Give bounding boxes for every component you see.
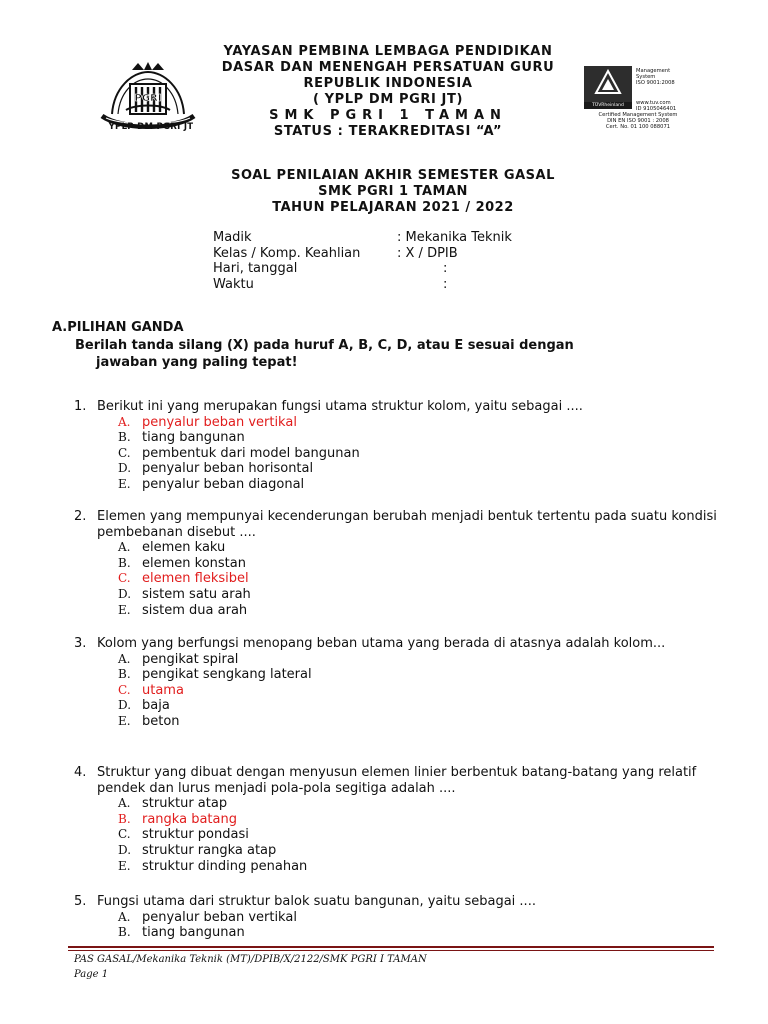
option-letter: D.: [118, 698, 132, 713]
question-number: 1.: [74, 399, 87, 414]
footer-rule: [68, 946, 714, 948]
option-letter: D.: [118, 842, 132, 857]
instruction-line: jawaban yang paling tepat!: [96, 355, 298, 370]
option-a: [118, 910, 724, 926]
footer-doc-code: PAS GASAL/Mekanika Teknik (MT)/DPIB/X/2122/SMK PGRI I TAMAN: [74, 954, 427, 965]
question-5: [74, 894, 724, 941]
option-text: penyalur beban vertikal: [142, 414, 297, 430]
page-number: Page 1: [74, 969, 109, 980]
option-b: [118, 430, 724, 446]
option-text: struktur rangka atap: [142, 842, 277, 858]
option-letter: A.: [118, 909, 131, 924]
exam-title: [150, 168, 636, 216]
meta-value: :: [443, 261, 448, 276]
option-text: elemen konstan: [142, 555, 246, 571]
option-b: [118, 925, 724, 941]
question-number: 2.: [74, 509, 87, 524]
option-letter: B.: [118, 925, 131, 940]
question-2: [74, 509, 724, 618]
cert-info-line: DIN EN ISO 9001 : 2008: [607, 118, 669, 124]
tuv-triangle-icon: [584, 66, 632, 102]
option-text: penyalur beban diagonal: [142, 476, 305, 492]
question-number: 3.: [74, 636, 87, 651]
exam-title-line: SOAL PENILAIAN AKHIR SEMESTER GASAL: [231, 168, 555, 183]
option-letter: E.: [118, 858, 131, 873]
meta-row-waktu: [213, 277, 573, 293]
web-line: ID 9105046401: [636, 106, 677, 112]
option-c: [118, 827, 724, 843]
option-text: struktur dinding penahan: [142, 858, 308, 874]
option-a: [118, 652, 724, 668]
exam-meta: [213, 230, 573, 292]
option-text: tiang bangunan: [142, 430, 245, 446]
option-text: elemen kaku: [142, 540, 226, 556]
meta-key: Waktu: [213, 276, 254, 292]
option-letter: B.: [118, 430, 131, 445]
option-letter: D.: [118, 461, 132, 476]
logo-text: PGRI: [134, 93, 162, 104]
option-text: pembentuk dari model bangunan: [142, 445, 360, 461]
page-footer: [74, 952, 427, 982]
option-a: [118, 540, 724, 556]
letterhead-line: YAYASAN PEMBINA LEMBAGA PENDIDIKAN: [223, 44, 553, 59]
instruction: [75, 337, 695, 371]
option-b: [118, 556, 724, 572]
exam-title-line: SMK PGRI 1 TAMAN: [318, 184, 468, 199]
option-a: [118, 415, 724, 431]
meta-row-hari: [213, 261, 573, 277]
option-text: sistem satu arah: [142, 586, 251, 602]
option-letter: A.: [118, 540, 131, 555]
question-stem: Kolom yang berfungsi menopang beban utama yang berada di atasnya adalah kolom...: [97, 636, 666, 651]
option-c: [118, 683, 724, 699]
option-letter: E.: [118, 476, 131, 491]
cert-info-line: Cert. No. 01 100 088071: [605, 124, 671, 130]
letterhead-text: [170, 44, 606, 140]
option-d: [118, 698, 724, 714]
option-text: elemen fleksibel: [142, 571, 249, 587]
question-stem: Berikut ini yang merupakan fungsi utama struktur kolom, yaitu sebagai ....: [97, 399, 583, 414]
school-name: SMK PGRI 1 TAMAN: [269, 108, 507, 123]
question-stem: Fungsi utama dari struktur balok suatu bangunan, yaitu sebagai ....: [97, 894, 536, 909]
option-text: struktur pondasi: [142, 827, 249, 843]
option-text: utama: [142, 682, 184, 698]
option-e: [118, 603, 724, 619]
ms-line: ISO 9001:2008: [636, 80, 675, 86]
option-letter: B.: [118, 667, 131, 682]
option-b: [118, 667, 724, 683]
exam-title-line: TAHUN PELAJARAN 2021 / 2022: [272, 200, 514, 215]
option-letter: E.: [118, 713, 131, 728]
meta-key: Kelas / Komp. Keahlian: [213, 245, 361, 261]
option-letter: D.: [118, 586, 132, 601]
accreditation-status: STATUS : TERAKREDITASI “A”: [273, 124, 503, 139]
meta-value: :: [443, 276, 448, 292]
section-heading: A.PILIHAN GANDA: [52, 320, 184, 335]
web-line: www.tuv.com: [636, 100, 671, 106]
ms-line: System: [636, 74, 656, 80]
meta-key: Madik: [213, 230, 252, 245]
option-text: pengikat sengkang lateral: [142, 667, 312, 683]
option-text: sistem dua arah: [142, 602, 248, 618]
option-d: [118, 587, 724, 603]
meta-key: Hari, tanggal: [213, 261, 298, 276]
letterhead-line: ( YPLP DM PGRI JT): [312, 92, 464, 107]
option-letter: E.: [118, 602, 131, 617]
option-text: struktur atap: [142, 796, 228, 812]
option-letter: B.: [118, 811, 131, 826]
question-number: 5.: [74, 894, 87, 909]
option-letter: C.: [118, 827, 131, 842]
option-letter: A.: [118, 651, 131, 666]
option-letter: A.: [118, 796, 131, 811]
option-d: [118, 461, 724, 477]
question-number: 4.: [74, 765, 87, 780]
option-letter: A.: [118, 414, 131, 429]
footer-rule: [68, 950, 714, 951]
question-3: [74, 636, 724, 730]
ms-line: Management: [636, 68, 671, 74]
option-letter: C.: [118, 682, 131, 697]
meta-row-madik: [213, 230, 573, 246]
option-text: beton: [142, 713, 180, 729]
option-letter: C.: [118, 571, 131, 586]
option-text: baja: [142, 698, 170, 714]
option-text: penyalur beban vertikal: [142, 909, 297, 925]
option-text: tiang bangunan: [142, 925, 245, 941]
cert-info-line: Certified Management System: [598, 112, 678, 118]
option-d: [118, 843, 724, 859]
management-system-label: [636, 68, 682, 98]
instruction-line: Berilah tanda silang (X) pada huruf A, B, C, D, atau E sesuai dengan: [75, 338, 574, 353]
meta-row-kelas: [213, 246, 573, 262]
option-e: [118, 477, 724, 493]
logo-caption: YPLP DM PGRI JT: [108, 122, 194, 132]
tuv-brand: TÜVRheinland: [584, 102, 632, 109]
letterhead-line: DASAR DAN MENENGAH PERSATUAN GURU: [221, 60, 555, 75]
meta-value: : X / DPIB: [397, 245, 458, 261]
option-text: rangka batang: [142, 811, 237, 827]
option-text: penyalur beban horisontal: [142, 461, 314, 477]
question-stem: Elemen yang mempunyai kecenderungan berubah menjadi bentuk tertentu pada suatu kondisi pembebanan disebut ....: [97, 509, 717, 540]
question-stem: Struktur yang dibuat dengan menyusun elemen linier berbentuk batang-batang yang relatif pendek dan lurus menjadi pola-pola segitiga adalah ....: [97, 765, 697, 796]
option-letter: C.: [118, 445, 131, 460]
tuv-logo: [584, 66, 632, 102]
option-c: [118, 571, 724, 587]
question-1: [74, 399, 724, 493]
meta-value: : Mekanika Teknik: [397, 230, 512, 245]
option-letter: B.: [118, 555, 131, 570]
tuv-certification-badge: [584, 66, 684, 138]
question-4: [74, 765, 724, 874]
option-text: pengikat spiral: [142, 651, 239, 667]
option-b: [118, 812, 724, 828]
option-e: [118, 859, 724, 875]
option-e: [118, 714, 724, 730]
letterhead-line: REPUBLIK INDONESIA: [303, 76, 473, 91]
cert-web: [636, 100, 682, 112]
cert-info: [592, 112, 684, 130]
option-a: [118, 796, 724, 812]
option-c: [118, 446, 724, 462]
